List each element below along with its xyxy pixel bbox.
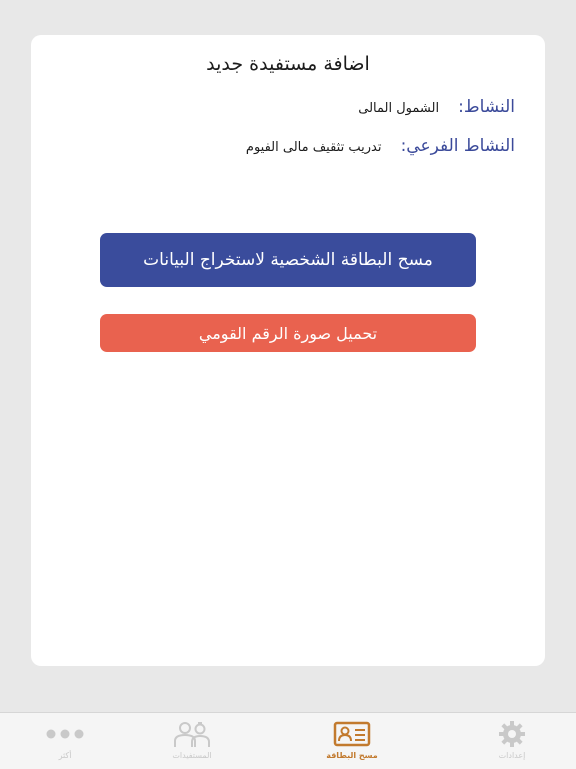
activity-row — [358, 97, 515, 117]
form-card — [31, 35, 545, 666]
tab-beneficiaries[interactable] — [147, 713, 237, 769]
tab-settings-label: إعدادات — [498, 751, 526, 760]
scan-id-button[interactable]: مسح البطاقة الشخصية لاستخراج البيانات — [100, 233, 476, 287]
tab-bar — [0, 712, 576, 769]
activity-label: النشاط: — [458, 97, 515, 117]
tab-scan-card-label: مسح البطاقة — [326, 751, 378, 760]
tab-more[interactable] — [20, 713, 110, 769]
tab-scan-card[interactable] — [307, 713, 397, 769]
tab-settings[interactable] — [467, 713, 557, 769]
users-icon — [147, 721, 237, 747]
subactivity-row — [246, 136, 515, 156]
subactivity-label: النشاط الفرعي: — [400, 136, 515, 156]
tab-more-label: أكثر — [58, 751, 72, 760]
upload-national-id-button[interactable]: تحميل صورة الرقم القومي — [100, 314, 476, 352]
more-icon — [20, 721, 110, 747]
activity-value: الشمول المالى — [358, 101, 440, 116]
page-title: اضافة مستفيدة جديد — [206, 53, 370, 75]
subactivity-value: تدريب تثقيف مالى الفيوم — [245, 140, 382, 155]
gear-icon — [467, 721, 557, 747]
id-card-icon — [307, 721, 397, 747]
tab-beneficiaries-label: المستفيدات — [172, 751, 212, 760]
